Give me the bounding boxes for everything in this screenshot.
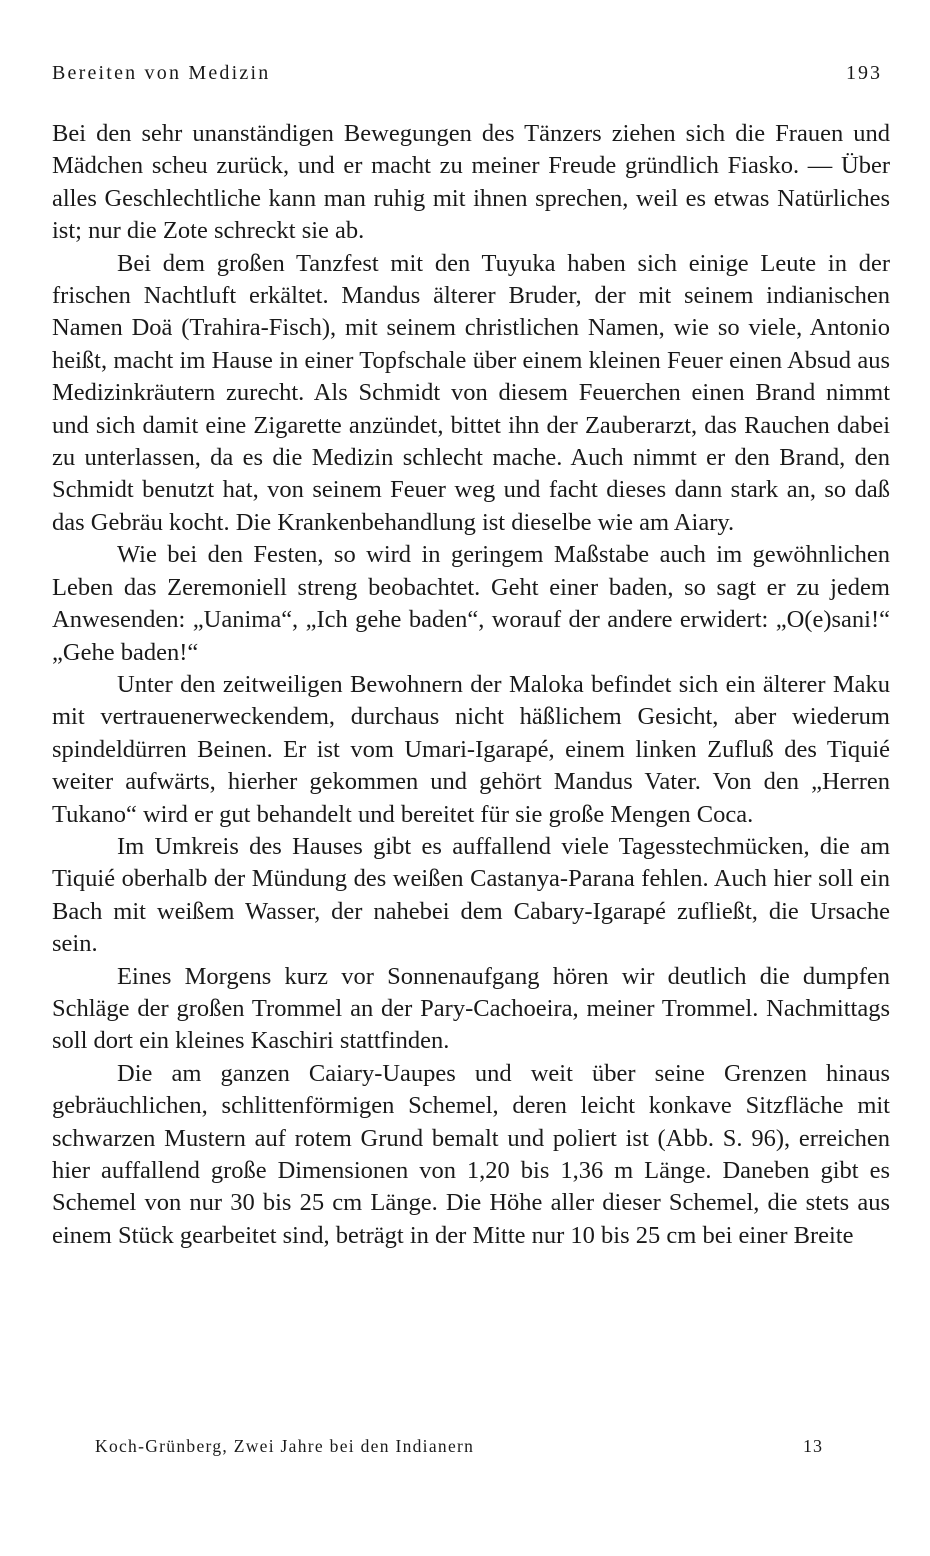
paragraph-3: Wie bei den Festen, so wird in geringem Maßstabe auch im gewöhnlichen Leben das Zeremoniell streng beobachtet. Geht einer baden, so sagt er zu jedem Anwesenden: „Uanima“, „Ich gehe baden“, worauf der andere erwidert: „O(e)sani!“ „Gehe baden!“ bbox=[52, 541, 890, 666]
page-footer bbox=[95, 1436, 823, 1462]
paragraph-1: Bei den sehr unanständigen Bewegungen des Tänzers ziehen sich die Frauen und Mädchen scheu zurück, und er macht zu meiner Freude gründlich Fiasko. — Über alles Geschlechtliche kann man ruhig mit ihnen sprechen, weil es etwas Natürliches ist; nur die Zote schreckt sie ab. bbox=[52, 120, 890, 245]
paragraph-6: Eines Morgens kurz vor Sonnenaufgang hören wir deutlich die dumpfen Schläge der großen Trommel an der Pary-Cachoeira, meiner Trommel. Nachmittags soll dort ein kleines Kaschiri stattfinden. bbox=[52, 962, 890, 1055]
body-text bbox=[52, 118, 890, 1252]
running-head bbox=[52, 62, 882, 92]
paragraph-7: Die am ganzen Caiary-Uaupes und weit über seine Grenzen hinaus gebräuchlichen, schlittenförmigen Schemel, deren leicht konkave Sitzfläche mit schwarzen Mustern auf rotem Grund bemalt und poliert ist (Abb. S. 96), erreichen hier auffallend große Dimensionen von 1,20 bis 1,36 m Länge. Daneben gibt es Schemel von nur 30 bis 25 cm Länge. Die Höhe aller dieser Schemel, die stets aus einem Stück gearbeitet sind, beträgt in der Mitte nur 10 bis 25 cm bei einer Breite bbox=[52, 1059, 890, 1249]
signature-number: 13 bbox=[803, 1436, 823, 1456]
paragraph-4: Unter den zeitweiligen Bewohnern der Maloka befindet sich ein älterer Maku mit vertrauenerweckendem, durchaus nicht häßlichem Gesicht, aber wiederum spindeldürren Beinen. Er ist vom Umari-Igarapé, einem linken Zufluß des Tiquié weiter aufwärts, hierher gekommen und gehört Mandus Vater. Von den „Herren Tukano“ wird er gut behandelt und bereitet für sie große Mengen Coca. bbox=[52, 670, 890, 828]
paragraph-2: Bei dem großen Tanzfest mit den Tuyuka haben sich einige Leute in der frischen Nachtluft erkältet. Mandus älterer Bruder, der mit seinem indianischen Namen Doä (Trahira-Fisch), mit seinem christlichen Namen, wie so viele, Antonio heißt, macht im Hause in einer Topfschale über einem kleinen Feuer einen Absud aus Medizinkräutern zurecht. Als Schmidt von diesem Feuerchen einen Brand nimmt und sich damit eine Zigarette anzündet, bittet ihn der Zauberarzt, das Rauchen dabei zu unterlassen, da es die Medizin schlecht mache. Auch nimmt er den Brand, den Schmidt benutzt hat, von seinem Feuer weg und facht dieses dann stark an, so daß das Gebräu kocht. Die Krankenbehandlung ist dieselbe wie am Aiary. bbox=[52, 249, 890, 536]
printer-signature: Koch-Grünberg, Zwei Jahre bei den Indianern bbox=[95, 1436, 475, 1456]
paragraph-5: Im Umkreis des Hauses gibt es auffallend viele Tagesstechmücken, die am Tiquié oberhalb der Mündung des weißen Castanya-Parana fehlen. Auch hier soll ein Bach mit weißem Wasser, der nahebei dem Cabary-Igarapé zufließt, die Ursache sein. bbox=[52, 832, 890, 958]
running-title: Bereiten von Medizin bbox=[52, 62, 271, 84]
page-number: 193 bbox=[846, 62, 882, 84]
